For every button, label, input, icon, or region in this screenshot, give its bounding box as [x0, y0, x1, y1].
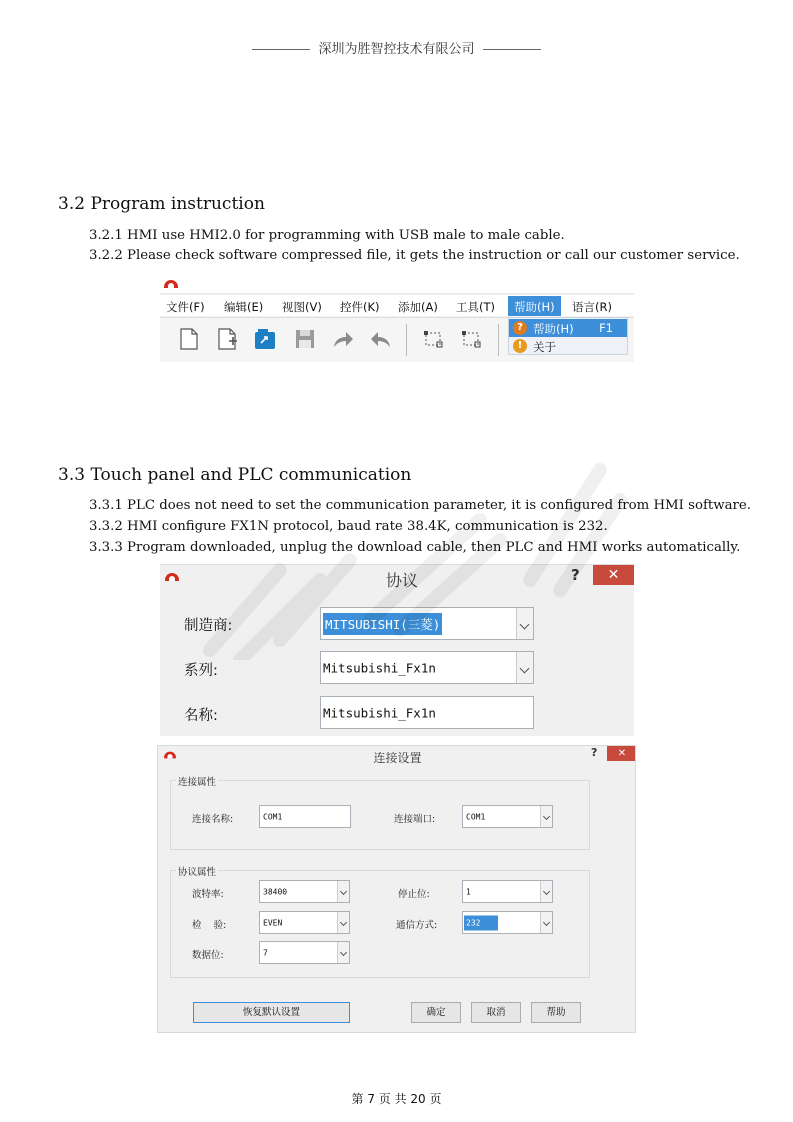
baud-rate-value: 38400	[263, 887, 288, 896]
toolbar-separator-2	[498, 324, 499, 356]
app-logo-icon	[165, 573, 179, 581]
comm-mode-label: 通信方式:	[396, 920, 438, 931]
cancel-button[interactable]: 取消	[471, 1002, 521, 1023]
menu-edit[interactable]: 编辑(E)	[224, 300, 264, 314]
data-bits-value: 7	[263, 948, 268, 957]
close-icon[interactable]: ✕	[593, 565, 634, 585]
series-value: Mitsubishi_Fx1n	[323, 660, 436, 675]
menu-tools[interactable]: 工具(T)	[456, 300, 495, 314]
app-titlebar	[160, 274, 634, 294]
dropdown-item-about[interactable]	[509, 337, 627, 355]
section-3-2-item-1: 3.2.1 HMI use HMI2.0 for programming with USB male to male cable.	[89, 228, 565, 243]
protocol-dialog-title: 协议	[386, 571, 419, 590]
parity-label: 检 验:	[192, 920, 227, 931]
open-folder-icon[interactable]	[253, 327, 277, 351]
menu-language[interactable]: 语言(R)	[572, 300, 612, 314]
section-3-2-item-2: 3.2.2 Please check software compressed file, it gets the instruction or call our customer service.	[89, 248, 740, 263]
connection-dialog-title: 连接设置	[373, 751, 422, 765]
section-3-3-item-2: 3.3.2 HMI configure FX1N protocol, baud rate 38.4K, communication is 232.	[89, 519, 608, 534]
new-file-icon[interactable]	[177, 327, 201, 351]
chevron-down-icon[interactable]	[540, 806, 552, 827]
name-field[interactable]	[320, 696, 534, 729]
data-bits-select[interactable]	[259, 941, 350, 964]
protocol-dialog	[160, 564, 634, 736]
header-rule-left	[252, 49, 310, 50]
select-alt-icon[interactable]	[460, 327, 484, 351]
chevron-down-icon[interactable]	[540, 912, 552, 933]
page-header	[0, 38, 793, 57]
dropdown-item-about-label: 关于	[533, 340, 556, 354]
comm-mode-select[interactable]	[462, 911, 553, 934]
parity-value: EVEN	[263, 918, 283, 927]
chevron-down-icon[interactable]	[337, 912, 349, 933]
menu-add[interactable]: 添加(A)	[398, 300, 438, 314]
menu-file[interactable]: 文件(F)	[166, 300, 205, 314]
baud-rate-select[interactable]	[259, 880, 350, 903]
manufacturer-select[interactable]	[320, 607, 534, 640]
stop-bits-label: 停止位:	[398, 889, 430, 900]
comm-mode-value: 232	[464, 915, 498, 930]
name-value: Mitsubishi_Fx1n	[323, 705, 436, 720]
chevron-down-icon[interactable]	[337, 881, 349, 902]
connection-port-select[interactable]	[462, 805, 553, 828]
redo-icon[interactable]	[331, 327, 355, 351]
app-logo-icon	[164, 280, 178, 288]
dropdown-item-help-shortcut: F1	[599, 321, 613, 335]
series-label: 系列:	[184, 663, 218, 679]
data-bits-label: 数据位:	[192, 950, 224, 961]
protocol-properties-label: 协议属性	[176, 864, 218, 878]
menu-view[interactable]: 视图(V)	[282, 300, 322, 314]
help-button[interactable]: 帮助	[531, 1002, 581, 1023]
info-icon: !	[513, 339, 527, 353]
section-3-3-heading: 3.3 Touch panel and PLC communication	[58, 465, 412, 485]
menu-controls[interactable]: 控件(K)	[340, 300, 380, 314]
help-icon: ?	[513, 321, 527, 335]
manufacturer-label: 制造商:	[184, 618, 233, 634]
chevron-down-icon[interactable]	[540, 881, 552, 902]
parity-select[interactable]	[259, 911, 350, 934]
help-icon[interactable]: ?	[571, 566, 580, 584]
dropdown-item-help[interactable]	[509, 319, 627, 337]
page-footer: 第 7 页 共 20 页	[351, 1092, 442, 1106]
manufacturer-value: MITSUBISHI(三菱)	[323, 613, 442, 635]
connection-name-input[interactable]	[259, 805, 351, 828]
name-label: 名称:	[184, 708, 218, 724]
dropdown-item-help-label: 帮助(H)	[533, 322, 574, 336]
stop-bits-select[interactable]	[462, 880, 553, 903]
menu-help[interactable]: 帮助(H)	[508, 296, 561, 316]
save-icon[interactable]	[293, 327, 317, 351]
connection-port-label: 连接端口:	[394, 814, 436, 825]
chevron-down-icon[interactable]	[337, 942, 349, 963]
help-dropdown-menu	[508, 317, 628, 355]
add-file-icon[interactable]	[215, 327, 239, 351]
header-company: 深圳为胜智控技术有限公司	[318, 42, 475, 57]
select-icon[interactable]	[422, 327, 446, 351]
section-3-3-item-3: 3.3.3 Program downloaded, unplug the download cable, then PLC and HMI works automatically.	[89, 540, 741, 555]
restore-defaults-button[interactable]: 恢复默认设置	[193, 1002, 350, 1023]
stop-bits-value: 1	[466, 887, 471, 896]
toolbar-screenshot	[160, 274, 634, 362]
menu-bar	[160, 295, 634, 316]
connection-properties-label: 连接属性	[176, 774, 218, 788]
toolbar-separator	[406, 324, 407, 356]
ok-button[interactable]: 确定	[411, 1002, 461, 1023]
connection-name-value: COM1	[263, 812, 283, 821]
chevron-down-icon[interactable]	[516, 652, 533, 683]
baud-rate-label: 波特率:	[192, 889, 224, 900]
undo-icon[interactable]	[369, 327, 393, 351]
header-rule-right	[483, 49, 541, 50]
series-select[interactable]	[320, 651, 534, 684]
section-3-2-heading: 3.2 Program instruction	[58, 194, 265, 214]
help-icon[interactable]: ?	[591, 746, 598, 759]
chevron-down-icon[interactable]	[516, 608, 533, 639]
connection-settings-dialog	[157, 745, 636, 1033]
connection-name-label: 连接名称:	[192, 814, 234, 825]
close-icon[interactable]: ✕	[607, 746, 636, 761]
section-3-3-item-1: 3.3.1 PLC does not need to set the communication parameter, it is configured from HMI software.	[89, 498, 751, 513]
connection-port-value: COM1	[466, 812, 486, 821]
